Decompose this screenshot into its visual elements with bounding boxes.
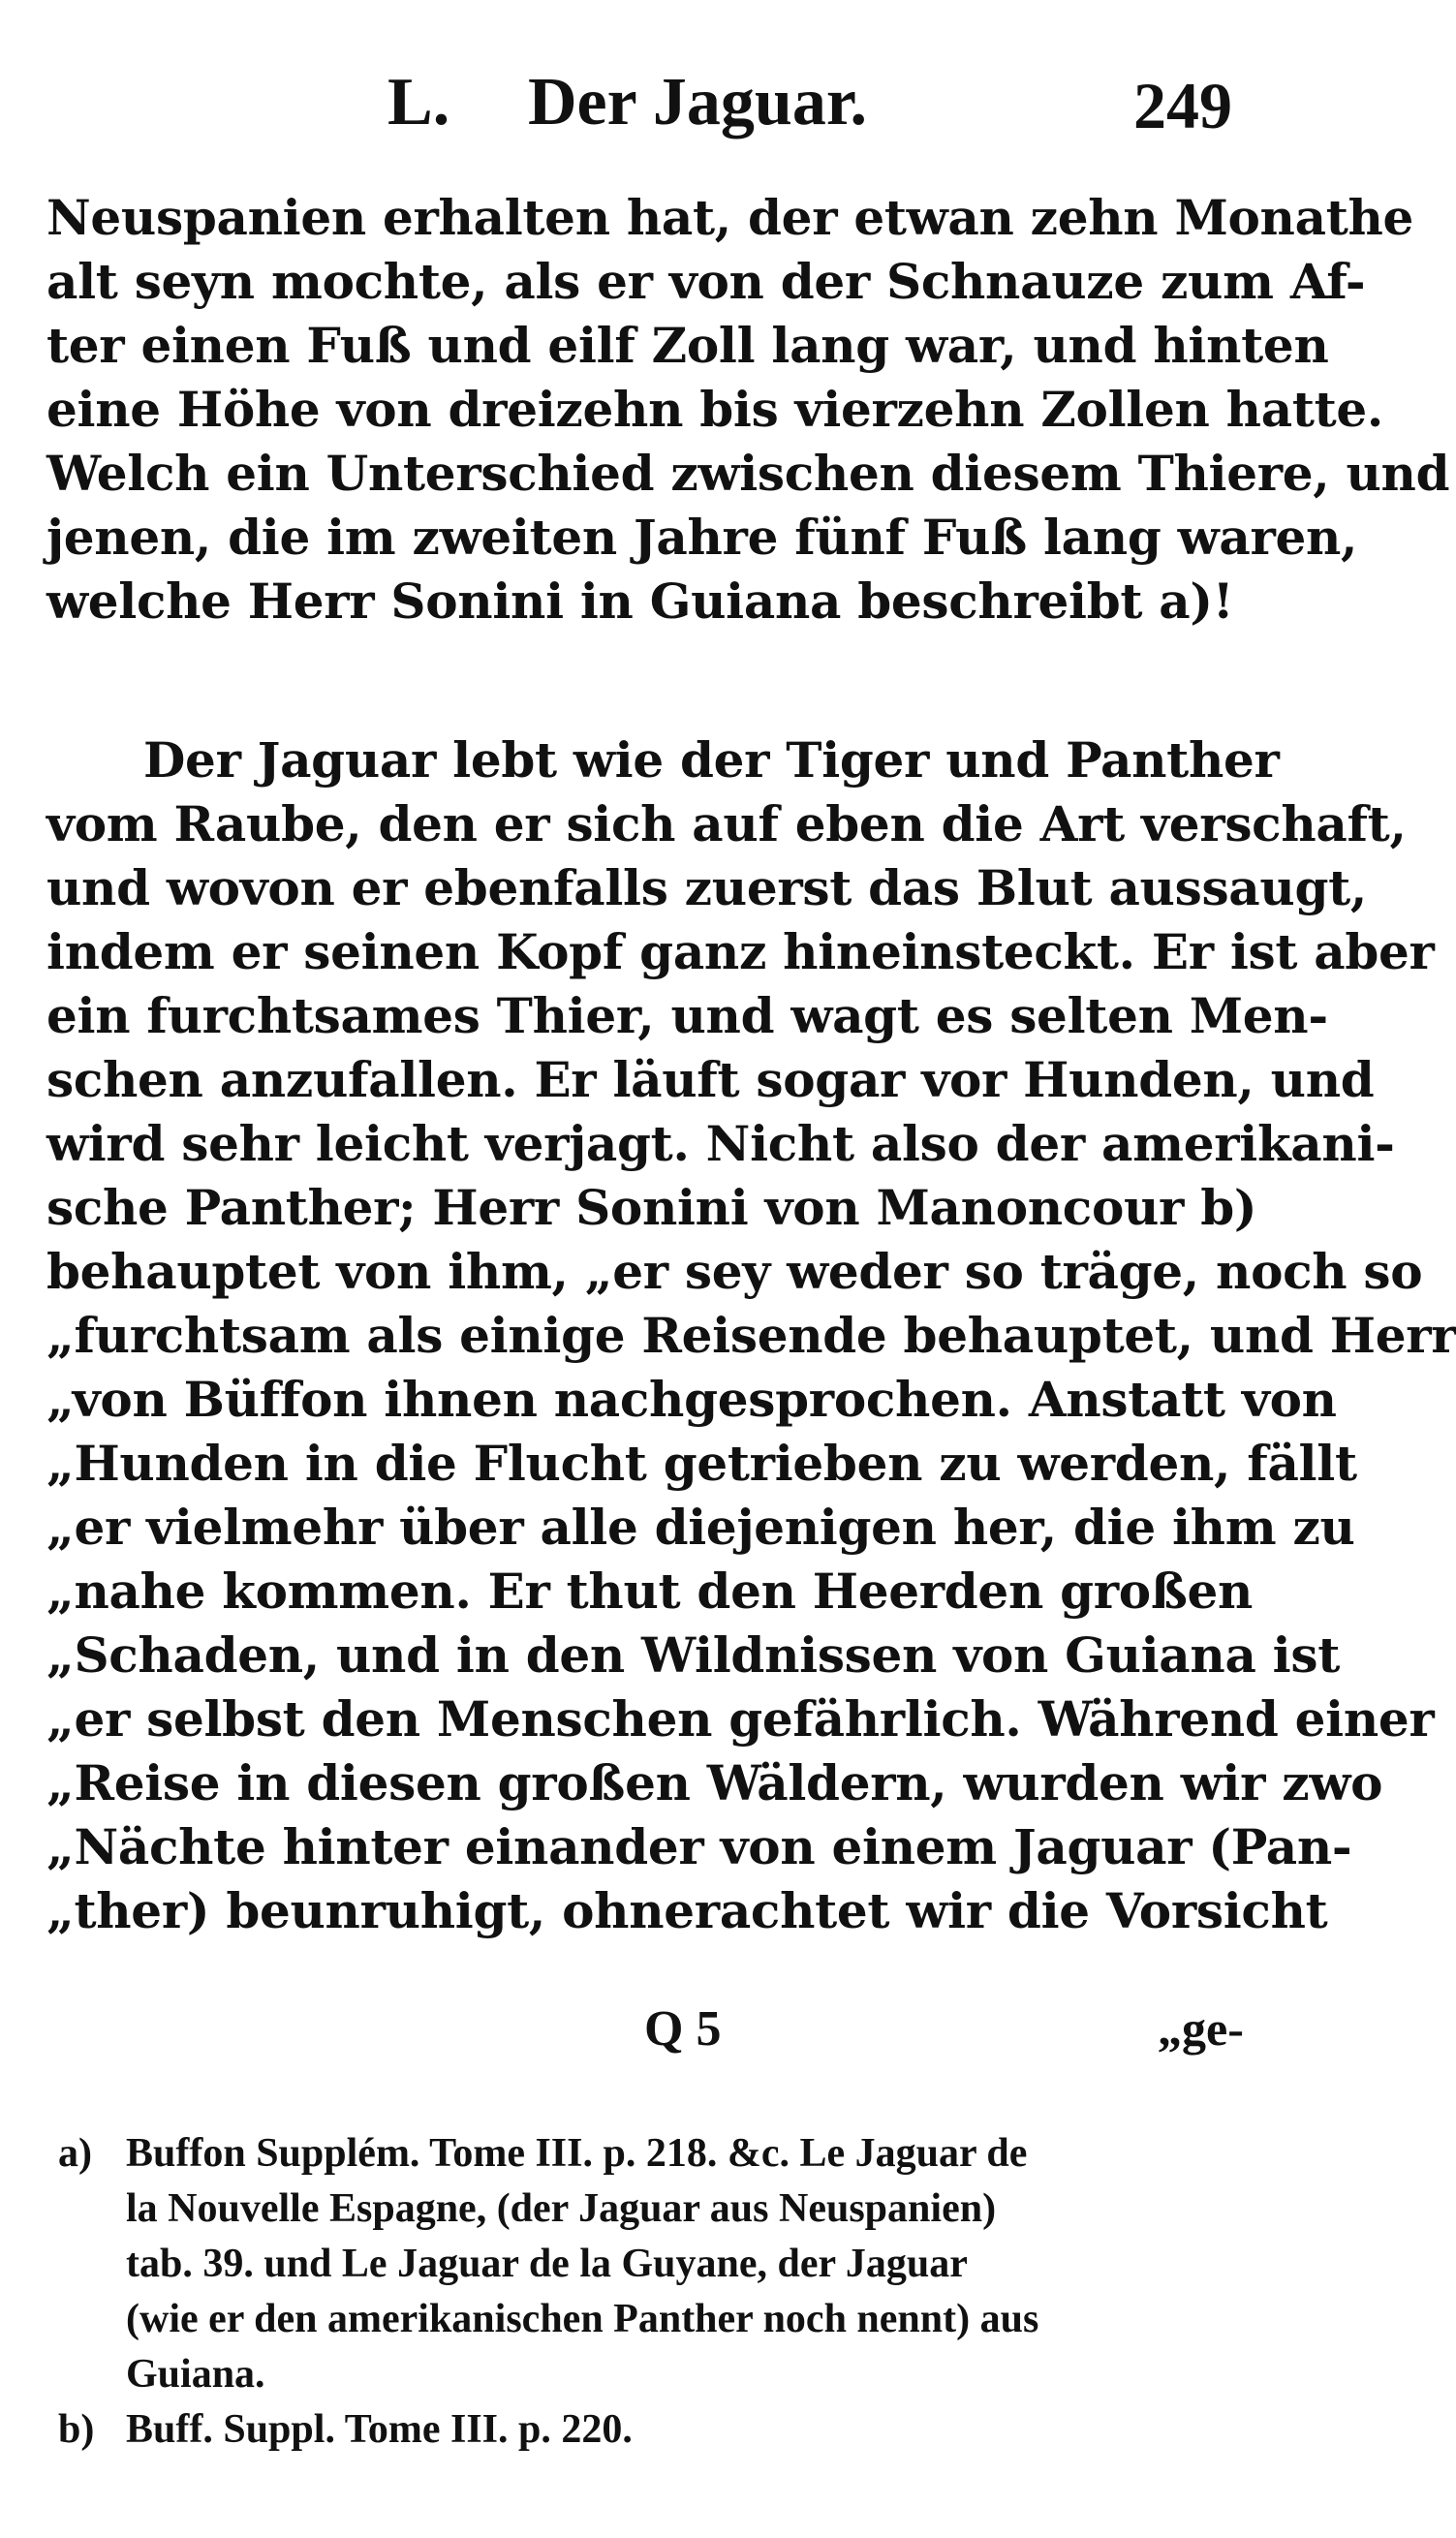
signature-mark: Q 5 [644, 2001, 722, 2057]
text-line: ter einen Fuß und eilf Zoll lang war, und hinten [46, 317, 1329, 374]
text-line: „Reise in diesen großen Wäldern, wurden wir zwo [46, 1754, 1383, 1811]
paragraph-2 [46, 728, 1456, 1943]
text-line: „er selbst den Menschen gefährlich. Während einer [46, 1690, 1435, 1748]
text-line: vom Raube, den er sich auf eben die Art verschaft, [46, 795, 1407, 852]
text-line: „er vielmehr über alle diejenigen her, die ihm zu [46, 1499, 1355, 1556]
text-line: eine Höhe von dreizehn bis vierzehn Zollen hatte. [46, 381, 1384, 438]
text-line: sche Panther; Herr Sonini von Manoncour b) [46, 1179, 1257, 1236]
text-line: „Hunden in die Flucht getrieben zu werden, fällt [46, 1435, 1357, 1492]
catchword: „ge- [1158, 2001, 1244, 2056]
footnote-a-line: Guiana. [126, 2352, 265, 2397]
paragraph-1 [46, 186, 1450, 634]
text-line: und wovon er ebenfalls zuerst das Blut aussaugt, [46, 859, 1368, 916]
footnote-a-text: Buffon Supplém. Tome III. p. 218. &c. Le Jaguar de [126, 2131, 1028, 2176]
chapter-number: L. [387, 65, 450, 139]
page-footer [0, 2000, 1310, 2068]
text-line: „Schaden, und in den Wildnissen von Guiana ist [46, 1626, 1341, 1684]
footnote-b-mark: b) [58, 2407, 95, 2452]
text-line: „Nächte hinter einander von einem Jaguar (Pan- [46, 1818, 1352, 1875]
text-line: welche Herr Sonini in Guiana beschreibt a)! [46, 573, 1234, 630]
text-line: „nahe kommen. Er thut den Heerden großen [46, 1563, 1254, 1620]
text-line: jenen, die im zweiten Jahre fünf Fuß lang waren, [46, 509, 1358, 566]
text-line: indem er seinen Kopf ganz hineinsteckt. Er ist aber [46, 923, 1435, 980]
footnote-a-line [58, 2126, 1279, 2182]
text-line: „von Büffon ihnen nachgesprochen. Anstatt von [46, 1371, 1337, 1428]
footnote-a-line: tab. 39. und Le Jaguar de la Guyane, der Jaguar [126, 2242, 968, 2286]
text-line: schen anzufallen. Er läuft sogar vor Hunden, und [46, 1051, 1375, 1108]
text-line: behauptet von ihm, „er sey weder so träge, noch so [46, 1243, 1423, 1300]
text-line: alt seyn mochte, als er von der Schnauze zum Af- [46, 253, 1366, 310]
text-line: Der Jaguar lebt wie der Tiger und Panther [143, 731, 1280, 789]
footnote-b-text: Buff. Suppl. Tome III. p. 220. [126, 2407, 633, 2452]
footnote-a-mark: a) [58, 2131, 92, 2176]
text-line: Welch ein Unterschied zwischen diesem Thiere, und [46, 445, 1450, 502]
footnote-a-line: (wie er den amerikanischen Panther noch nennt) aus [126, 2297, 1039, 2341]
text-line: ein furchtsames Thier, und wagt es selten Men- [46, 987, 1328, 1044]
text-line: „furchtsam als einige Reisende behauptet, und Herr [46, 1307, 1456, 1364]
running-header [0, 37, 1310, 143]
running-title: Der Jaguar. [528, 65, 867, 139]
page-number: 249 [1133, 69, 1232, 142]
text-line: Neuspanien erhalten hat, der etwan zehn Monathe [46, 189, 1414, 246]
text-line: „ther) beunruhigt, ohnerachtet wir die Vorsicht [46, 1882, 1328, 1939]
footnotes [58, 2126, 1279, 2458]
footnote-b-line [58, 2402, 1279, 2458]
footnote-a-line: la Nouvelle Espagne, (der Jaguar aus Neuspanien) [126, 2186, 997, 2231]
text-line: wird sehr leicht verjagt. Nicht also der amerikani- [46, 1115, 1395, 1172]
